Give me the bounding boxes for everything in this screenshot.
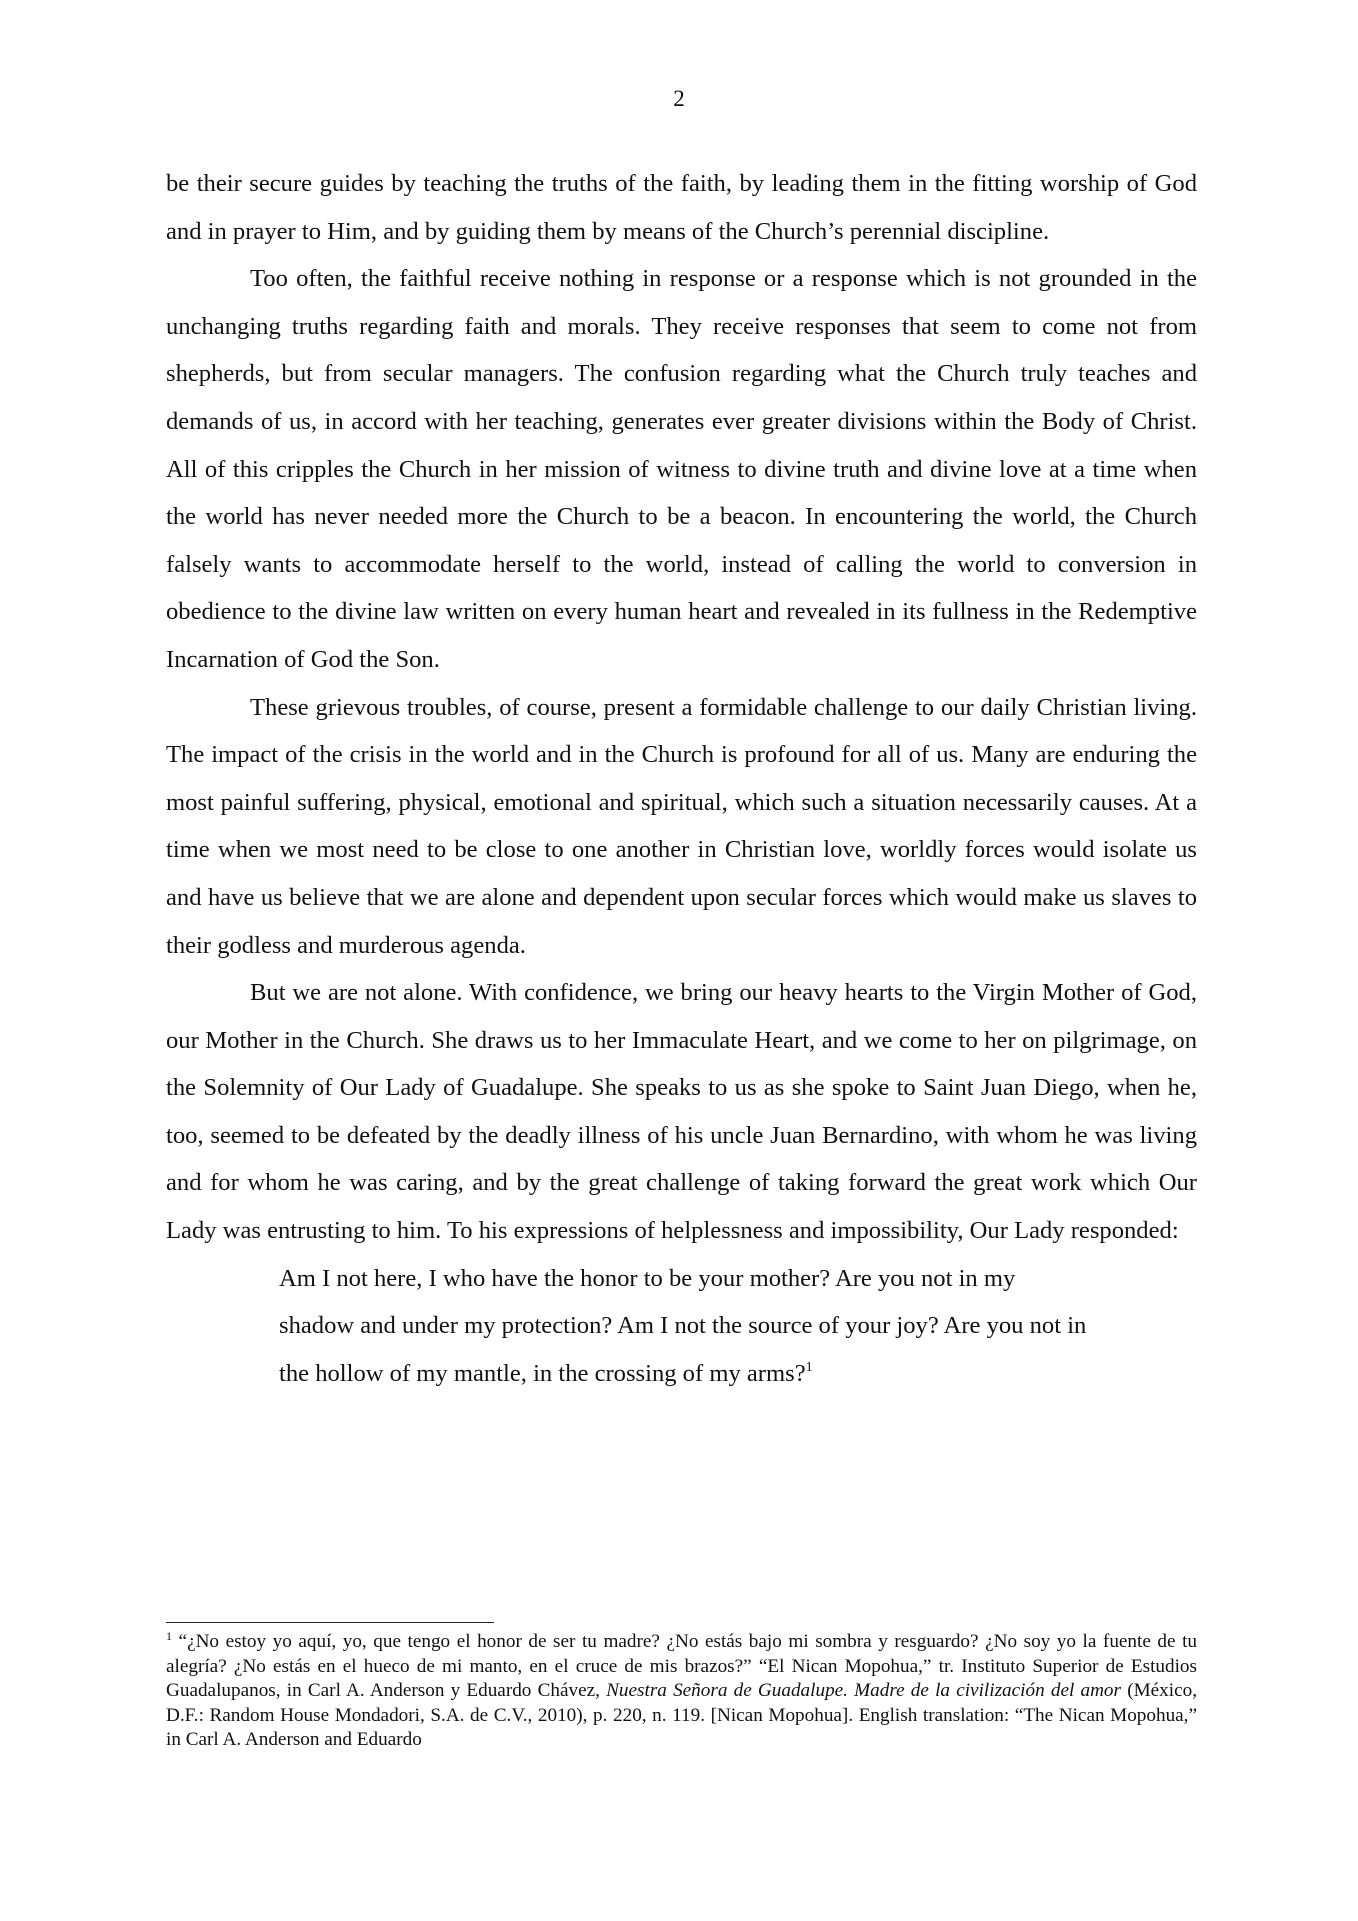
footnote-text-part-1: “¿No estoy yo aquí, yo, que tengo el honor de ser tu madre? ¿No estás bajo mi sombra y resguardo? ¿No soy yo la fuente de tu alegría? ¿No estás en el hueco de mi manto, en el cruce de mis brazos?” “El Nican Mopohua,” tr. Instituto Superior de Estudios Guadalupanos, in Carl A. Anderson y Eduardo Chávez, [166,1631,1197,1702]
paragraph-1: be their secure guides by teaching the truths of the faith, by leading them in the fitting worship of God and in prayer to Him, and by guiding them by means of the Church’s perennial discipline. [166,170,1197,245]
footnote-reference[interactable]: 1 [805,1359,813,1375]
footnote-marker: 1 [166,1629,172,1643]
paragraph-3: These grievous troubles, of course, present a formidable challenge to our daily Christian living. The impact of the crisis in the world and in the Church is profound for all of us. Many are enduring the most painful suffering, physical, emotional and spiritual, which such a situation necessarily causes. At a time when we most need to be close to one another in Christian love, worldly forces would isolate us and have us believe that we are alone and dependent upon secular forces which would make us slaves to their godless and murderous agenda. [166,693,1197,959]
body-text [166,160,1197,1397]
paragraph-4: But we are not alone. With confidence, we bring our heavy hearts to the Virgin Mother of God, our Mother in the Church. She draws us to her Immaculate Heart, and we come to her on pilgrimage, on the Solemnity of Our Lady of Guadalupe. She speaks to us as she spoke to Saint Juan Diego, when he, too, seemed to be defeated by the deadly illness of his uncle Juan Bernardino, with whom he was living and for whom he was caring, and by the great challenge of taking forward the great work which Our Lady was entrusting to him. To his expressions of helplessness and impossibility, Our Lady responded: [166,979,1197,1245]
paragraph-2: Too often, the faithful receive nothing in response or a response which is not grounded in the unchanging truths regarding faith and morals. They receive responses that seem to come not from shepherds, but from secular managers. The confusion regarding what the Church truly teaches and demands of us, in accord with her teaching, generates ever greater divisions within the Body of Christ. All of this cripples the Church in her mission of witness to divine truth and divine love at a time when the world has never needed more the Church to be a beacon. In encountering the world, the Church falsely wants to accommodate herself to the world, instead of calling the world to conversion in obedience to the divine law written on every human heart and revealed in its fullness in the Redemptive Incarnation of God the Son. [166,265,1197,673]
footnote-divider [166,1622,494,1623]
page-number: 2 [673,86,685,111]
footnote [166,1630,1197,1753]
block-quote [279,1255,1089,1398]
footnote-book-title: Nuestra Señora de Guadalupe. Madre de la civilización del amor [606,1680,1121,1702]
quote-text: Am I not here, I who have the honor to be your mother? Are you not in my shadow and under my protection? Am I not the source of your joy? Are you not in the hollow of my mantle, in the crossing of my arms? [279,1264,1087,1387]
footnote-text-part-2: (México, D.F.: Random House Mondadori, S.A. de C.V., 2010), p. 220, n. 119. [Nican Mopohua]. English translation: “The Nican Mopohua,” in Carl A. Anderson and Eduardo [166,1680,1197,1751]
